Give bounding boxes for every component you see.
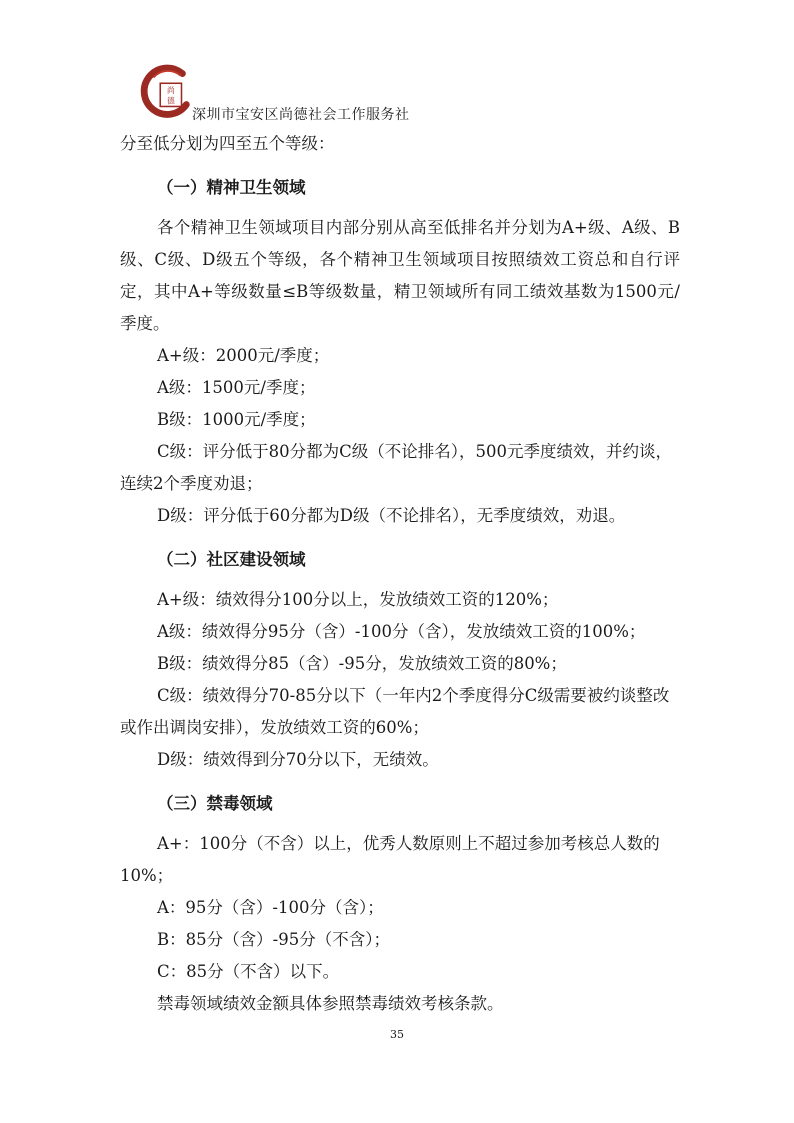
list-item: A+级：2000元/季度； xyxy=(157,346,330,365)
svg-text:尚: 尚 xyxy=(166,85,175,95)
intro-line: 分至低分划为四至五个等级： xyxy=(120,134,335,153)
list-item: B级：1000元/季度； xyxy=(157,410,316,429)
list-item: A：95分（含）-100分（含）； xyxy=(157,898,384,917)
document-body xyxy=(120,128,680,1020)
list-item: C级：绩效得分70-85分以下（一年内2个季度得分C级需要被约谈整改或作出调岗安排），发放绩效工资的60%； xyxy=(120,686,670,737)
list-item: C级：评分低于80分都为C级（不论排名），500元季度绩效，并约谈，连续2个季度劝退； xyxy=(120,442,672,493)
list-item: B级：绩效得分85（含）-95分，发放绩效工资的80%； xyxy=(157,654,567,673)
list-item: A级：1500元/季度； xyxy=(157,378,316,397)
list-item: C：85分（不含）以下。 xyxy=(157,962,340,981)
section-description: 各个精神卫生领域项目内部分别从高至低排名并分划为A+级、A级、B级、C级、D级五个等级，各个精神卫生领域项目按照绩效工资总和自行评定，其中A+等级数量≤B等级数量，精卫领域所有同工绩效基数为1500元/季度。 xyxy=(120,218,680,333)
list-item: A+级：绩效得分100分以上，发放绩效工资的120%； xyxy=(157,590,559,609)
section-title-mental-health: （一）精神卫生领域 xyxy=(157,178,306,197)
list-item: D级：评分低于60分都为D级（不论排名），无季度绩效，劝退。 xyxy=(157,506,626,525)
section-title-community: （二）社区建设领域 xyxy=(157,550,306,569)
list-item: A+：100分（不含）以上，优秀人数原则上不超过参加考核总人数的10%； xyxy=(120,834,660,885)
list-item: A级：绩效得分95分（含）-100分（含），发放绩效工资的100%； xyxy=(157,622,646,641)
organization-logo-icon xyxy=(138,62,196,120)
page-header xyxy=(138,58,458,128)
svg-text:德: 德 xyxy=(166,96,175,106)
section-title-anti-drug: （三）禁毒领域 xyxy=(157,794,273,813)
list-item: B：85分（含）-95分（不含）； xyxy=(157,930,390,949)
list-item: 禁毒领域绩效金额具体参照禁毒绩效考核条款。 xyxy=(157,994,504,1013)
list-item: D级：绩效得到分70分以下，无绩效。 xyxy=(157,750,439,769)
organization-name: 深圳市宝安区尚德社会工作服务社 xyxy=(192,107,410,123)
page-number: 35 xyxy=(390,1028,404,1041)
